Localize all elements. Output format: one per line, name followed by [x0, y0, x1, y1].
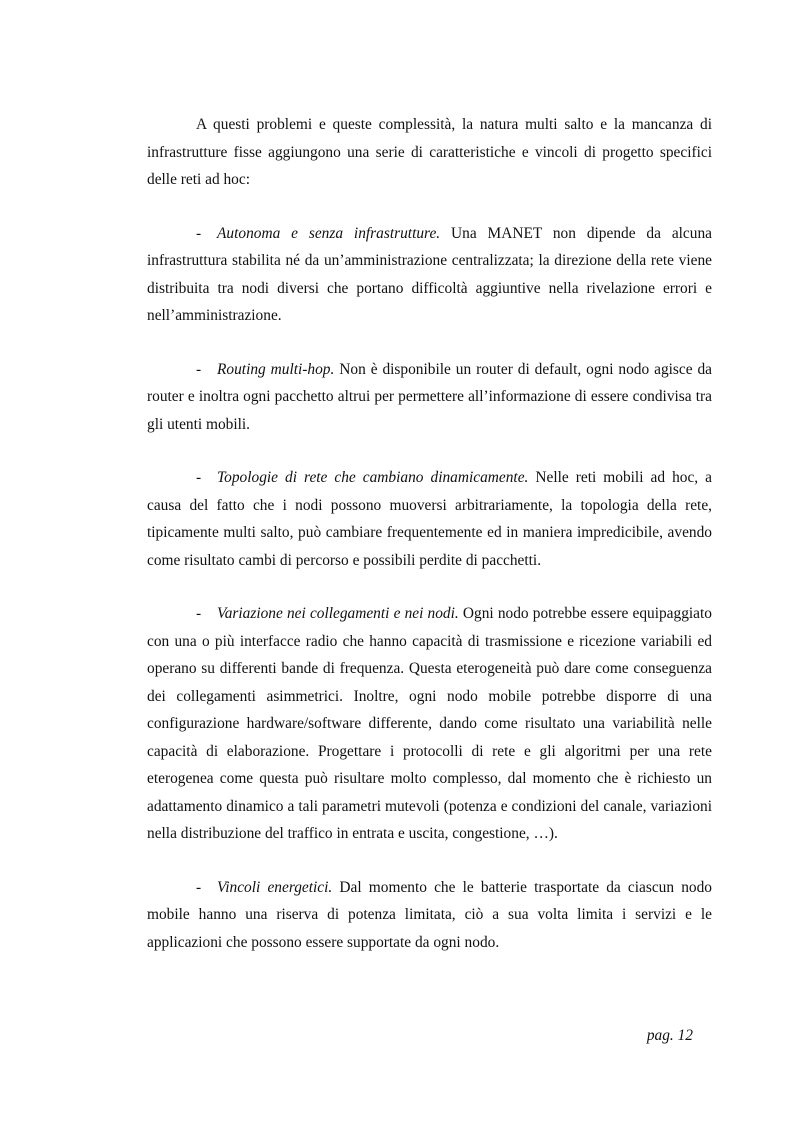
- list-bullet: -: [196, 224, 202, 242]
- list-item-autonomous: [147, 220, 712, 330]
- list-item-term: Routing multi-hop.: [217, 360, 335, 378]
- list-item-variation: [147, 600, 712, 848]
- list-bullet: -: [196, 469, 202, 486]
- page-number: pag. 12: [646, 1027, 693, 1044]
- list-item-text: Non è disponibile un router di default, ogni nodo agisce da router e inoltra ogni pacchetto altrui per permettere all’informazione di essere condivisa tra gli utenti mobili.: [147, 360, 713, 433]
- list-item-term: Variazione nei collegamenti e nei nodi.: [217, 605, 459, 622]
- list-item-text: Dal momento che le batterie trasportate da ciascun nodo mobile hanno una riserva di potenza limitata, ciò a sua volta limita i servizi e le applicazioni che possono essere supportate da ogni nodo.: [147, 878, 712, 951]
- intro-paragraph: A questi problemi e queste complessità, la natura multi salto e la mancanza di infrastrutture fisse aggiungono una serie di caratteristiche e vincoli di progetto specifici delle reti ad hoc:: [147, 116, 712, 188]
- list-item-topology: [147, 464, 712, 574]
- list-item-term: Topologie di rete che cambiano dinamicamente.: [217, 469, 529, 486]
- list-item-text: Nelle reti mobili ad hoc, a causa del fatto che i nodi possono muoversi arbitrariamente, la topologia della rete, tipicamente multi salto, può cambiare frequentemente ed in maniera impredicibile, avendo come risultato cambi di percorso e possibili perdite di pacchetti.: [147, 469, 712, 569]
- list-bullet: -: [196, 605, 202, 622]
- list-item-energy: [147, 874, 712, 957]
- list-item-text: Ogni nodo potrebbe essere equipaggiato con una o più interfacce radio che hanno capacità di trasmissione e ricezione variabili ed operano su differenti bande di frequenza. Questa eterogeneità può dare come conseguenza dei collegamenti asimmetrici. Inoltre, ogni nodo mobile potrebbe disporre di una configurazione hardware/software differente, dando come risultato una variabilità nelle capacità di elaborazione. Progettare i protocolli di rete e gli algoritmi per una rete eterogenea come questa può risultare molto complesso, dal momento che è richiesto un adattamento dinamico a tali parametri mutevoli (potenza e condizioni del canale, variazioni nella distribuzione del traffico in entrata e uscita, congestione, …).: [147, 605, 712, 842]
- page-body: [147, 111, 712, 982]
- list-bullet: -: [196, 360, 202, 378]
- list-item-term: Vincoli energetici.: [217, 878, 333, 896]
- list-item-term: Autonoma e senza infrastrutture.: [217, 224, 441, 242]
- list-item-routing: [147, 356, 712, 439]
- list-item-text: Una MANET non dipende da alcuna infrastruttura stabilita né da un’amministrazione centralizzata; la direzione della rete viene distribuita tra nodi diversi che portano difficoltà aggiuntive nella rivelazione errori e nell’amministrazione.: [147, 224, 712, 324]
- list-bullet: -: [196, 878, 202, 896]
